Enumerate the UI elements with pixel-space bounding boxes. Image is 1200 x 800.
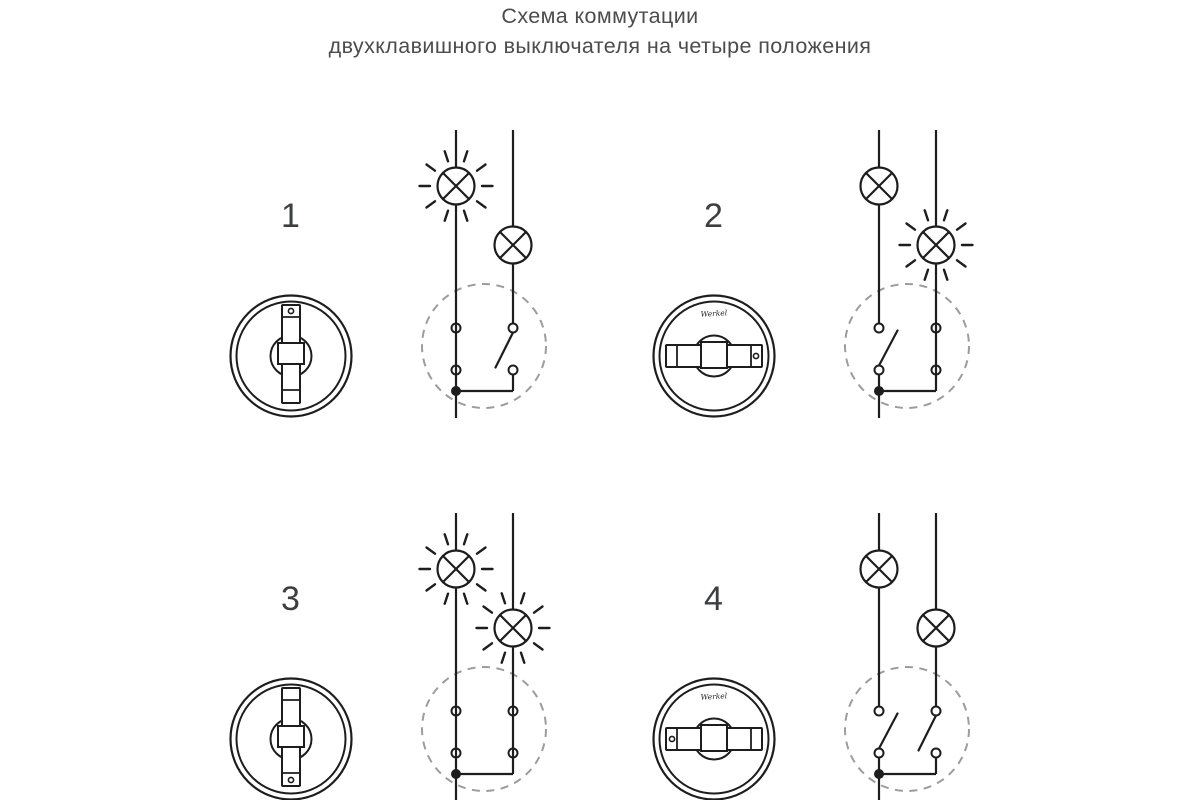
junction-dot (451, 769, 461, 779)
switch-boundary-dashed-circle (845, 284, 969, 408)
position-number: 2 (704, 197, 724, 235)
position-4 (603, 483, 1023, 800)
knob-handle-center (701, 725, 727, 751)
lamp-off-icon (861, 168, 898, 205)
circuit-diagram (833, 493, 1033, 800)
page-subtitle: двухклавишного выключателя на четыре положения (328, 33, 872, 58)
lamp-off-icon (918, 610, 955, 647)
screw-icon (753, 353, 758, 358)
switch-arm-open (496, 333, 514, 368)
circuit-diagram (833, 110, 1033, 440)
contact-terminal (875, 707, 884, 716)
rotary-switch-knob-drawing (644, 669, 784, 800)
position-number: 1 (281, 197, 301, 235)
knob-handle-center (701, 342, 727, 368)
position-number: 4 (704, 580, 724, 618)
junction-dot (874, 386, 884, 396)
contact-terminal (875, 749, 884, 758)
circuit-diagram (410, 110, 610, 440)
switch-boundary-dashed-circle (422, 667, 546, 791)
rotary-switch-knob-drawing (644, 286, 784, 426)
brand-logo: Werkel (700, 308, 728, 319)
contact-terminal (932, 707, 941, 716)
junction-dot (451, 386, 461, 396)
screw-icon (669, 736, 674, 741)
switch-arm-open (879, 331, 898, 366)
title-block (0, 0, 1200, 61)
contact-terminal (875, 366, 884, 375)
rotary-switch-knob-drawing (221, 286, 361, 426)
contact-terminal (509, 366, 518, 375)
lamp-off-icon (495, 227, 532, 264)
brand-logo: Werkel (700, 691, 728, 702)
rotary-switch-knob-drawing (221, 669, 361, 800)
lamp-off-icon (861, 551, 898, 588)
junction-dot (874, 769, 884, 779)
switch-boundary-dashed-circle (422, 284, 546, 408)
screw-icon (288, 308, 293, 313)
switch-boundary-dashed-circle (845, 667, 969, 791)
position-2 (603, 100, 1023, 490)
knob-handle-center (278, 343, 304, 364)
position-1 (180, 100, 600, 490)
screw-icon (288, 777, 293, 782)
contact-terminal (932, 749, 941, 758)
switch-arm-open (879, 714, 898, 749)
contact-terminal (875, 324, 884, 333)
position-3 (180, 483, 600, 800)
circuit-diagram (410, 493, 610, 800)
position-number: 3 (281, 580, 301, 618)
page-title: Схема коммутации (501, 4, 699, 28)
switch-arm-open (919, 716, 937, 751)
contact-terminal (509, 324, 518, 333)
knob-handle-center (278, 726, 304, 747)
